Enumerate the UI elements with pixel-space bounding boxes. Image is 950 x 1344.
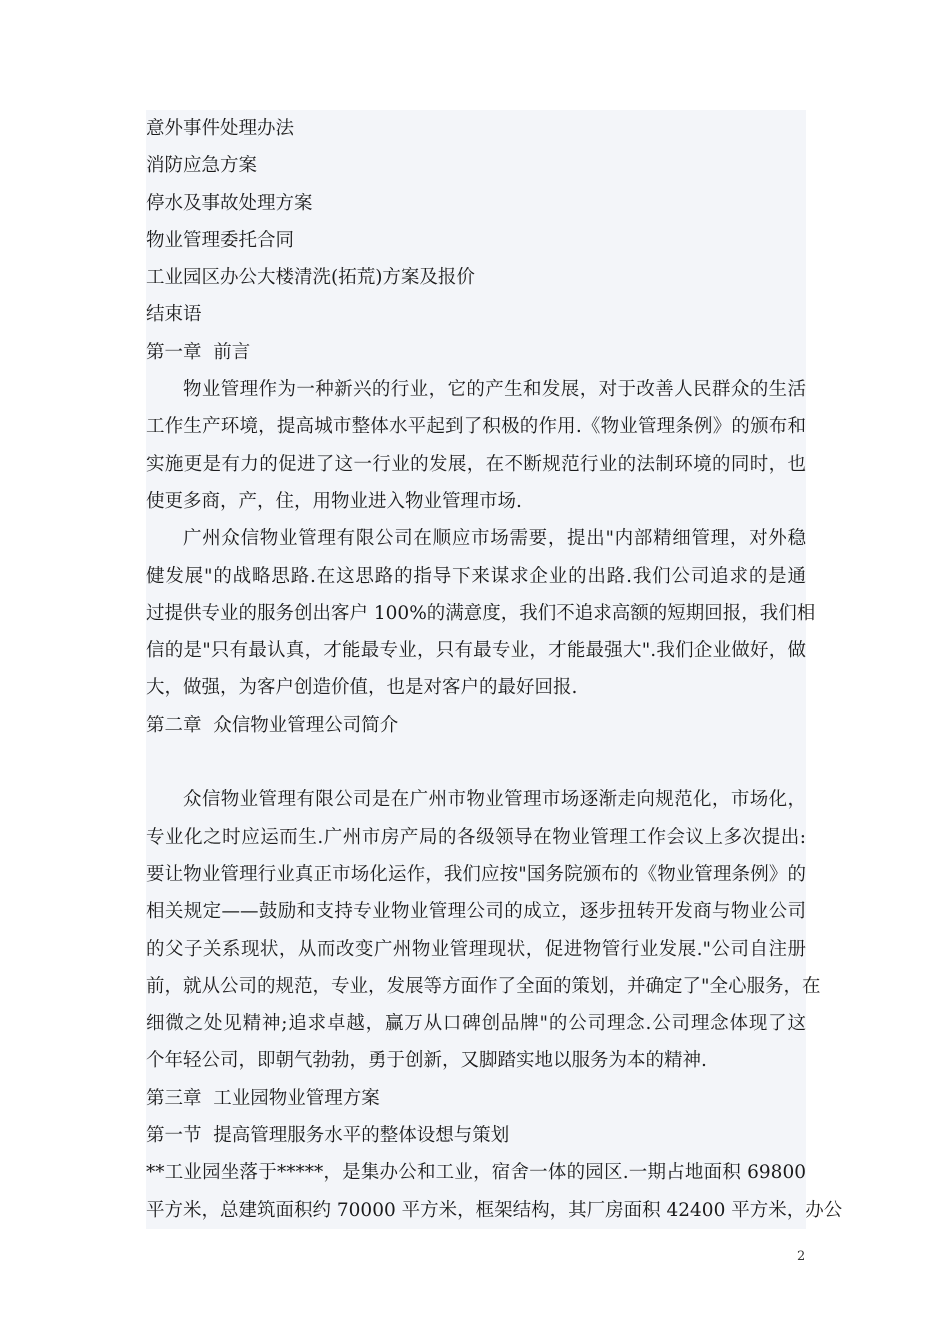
paragraph-line: 个年轻公司，即朝气勃勃，勇于创新，又脚踏实地以服务为本的精神. [146, 1050, 707, 1072]
paragraph-line: 大，做强，为客户创造价值，也是对客户的最好回报. [146, 677, 578, 699]
paragraph-line: 物业管理作为一种新兴的行业，它的产生和发展，对于改善人民群众的生活 [183, 379, 806, 401]
toc-item: 物业管理委托合同 [146, 229, 295, 251]
paragraph-line: 广州众信物业管理有限公司在顺应市场需要，提出"内部精细管理，对外稳 [183, 528, 806, 550]
chapter-heading: 第二章 众信物业管理公司简介 [146, 714, 399, 736]
chapter-heading: 第一章 前言 [146, 341, 251, 363]
document-body [146, 110, 843, 1229]
paragraph-line: 实施更是有力的促进了这一行业的发展，在不断规范行业的法制环境的同时，也 [146, 453, 806, 475]
section-heading: 第一节 提高管理服务水平的整体设想与策划 [146, 1125, 510, 1147]
paragraph-line: 平方米，总建筑面积约 70000 平方米，框架结构，其厂房面积 42400 平方米，办公 [146, 1199, 843, 1221]
paragraph-line: 信的是"只有最认真，才能最专业，只有最专业，才能最强大".我们企业做好，做 [146, 640, 806, 662]
page-number: 2 [797, 1249, 806, 1264]
blank-line [146, 744, 806, 781]
paragraph-line: 要让物业管理行业真正市场化运作，我们应按"国务院颁布的《物业管理条例》的 [146, 863, 806, 885]
toc-item: 停水及事故处理方案 [146, 192, 313, 214]
paragraph-line: 健发展"的战略思路.在这思路的指导下来谋求企业的出路.我们公司追求的是通 [146, 565, 806, 587]
paragraph-line: 的父子关系现状，从而改变广州物业管理现状，促进物管行业发展."公司自注册 [146, 938, 806, 960]
paragraph-line: 众信物业管理有限公司是在广州市物业管理市场逐渐走向规范化，市场化， [183, 789, 806, 811]
paragraph-line: 工作生产环境，提高城市整体水平起到了积极的作用.《物业管理条例》的颁布和 [146, 416, 806, 438]
paragraph-line: 过提供专业的服务创出客户 100%的满意度，我们不追求高额的短期回报，我们相 [146, 602, 816, 624]
paragraph-line: 使更多商，产，住，用物业进入物业管理市场. [146, 490, 522, 512]
paragraph-line: **工业园坐落于*****，是集办公和工业，宿舍一体的园区.一期占地面积 69800 [146, 1162, 806, 1184]
paragraph-line: 专业化之时应运而生.广州市房产局的各级领导在物业管理工作会议上多次提出: [146, 826, 806, 848]
toc-item: 工业园区办公大楼清洗(拓荒)方案及报价 [146, 267, 475, 289]
chapter-heading: 第三章 工业园物业管理方案 [146, 1087, 380, 1109]
toc-item: 消防应急方案 [146, 155, 258, 177]
paragraph-line: 细微之处见精神;追求卓越，赢万从口碑创品牌"的公司理念.公司理念体现了这 [146, 1013, 806, 1035]
toc-item: 结束语 [146, 304, 202, 326]
toc-item: 意外事件处理办法 [146, 118, 295, 139]
paragraph-line: 前，就从公司的规范，专业，发展等方面作了全面的策划，并确定了"全心服务，在 [146, 975, 821, 997]
paragraph-line: 相关规定——鼓励和支持专业物业管理公司的成立，逐步扭转开发商与物业公司 [146, 901, 806, 923]
